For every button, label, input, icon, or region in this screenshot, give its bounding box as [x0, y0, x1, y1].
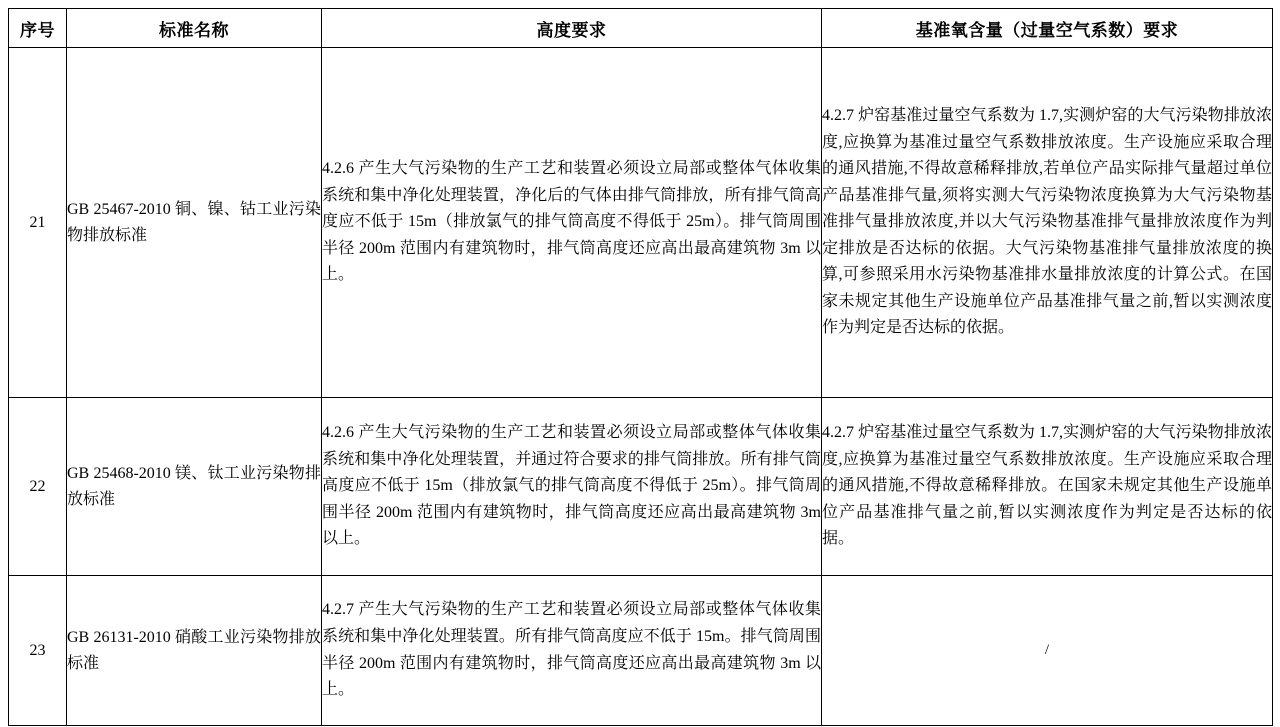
standard-name: GB 25468-2010 镁、钛工业污染物排放标准 [67, 398, 322, 576]
column-header-no: 序号 [9, 9, 67, 48]
standards-table [8, 8, 1273, 726]
column-header-standard-name: 标准名称 [67, 9, 322, 48]
oxygen-requirement [822, 398, 1273, 576]
table-header-row [9, 9, 1273, 48]
oxygen-requirement-text: 4.2.7 炉窑基准过量空气系数为 1.7,实测炉窑的大气污染物排放浓度,应换算为基准过量空气系数排放浓度。生产设施应采取合理的通风措施,不得故意稀释排放,若单位产品实际排气量超过单位产品基准排气量,须将实测大气污染物浓度换算为大气污染物基准排气量排放浓度,并以大气污染物基准排气量排放浓度作为判定排放是否达标的依据。大气污染物基准排气量排放浓度的换算,可参照采用水污染物基准排水量排放浓度的计算公式。在国家未规定其他生产设施单位产品基准排气量之前,暂以实测浓度作为判定是否达标的依据。 [822, 107, 1272, 337]
oxygen-requirement: / [822, 576, 1273, 726]
column-header-oxygen-requirement: 基准氧含量（过量空气系数）要求 [822, 9, 1273, 48]
height-requirement-text: 4.2.7 产生大气污染物的生产工艺和装置必须设立局部或整体气体收集系统和集中净化处理装置。所有排气筒高度应不低于 15m。排气筒周围半径 200m 范围内有建筑物时，排气筒高度还应高出最高建筑物 3m 以上。 [322, 601, 821, 699]
height-requirement [322, 576, 822, 726]
table-header [9, 9, 1273, 48]
table-row [9, 398, 1273, 576]
height-requirement-text: 4.2.6 产生大气污染物的生产工艺和装置必须设立局部或整体气体收集系统和集中净化处理装置，并通过符合要求的排气筒排放。所有排气筒高度应不低于 15m（排放氯气的排气筒高度不得低于 25m）。排气筒周围半径 200m 范围内有建筑物时，排气筒高度还应高出最高建筑物 3m 以上。 [322, 424, 821, 548]
standard-name: GB 25467-2010 铜、镍、钴工业污染物排放标准 [67, 48, 322, 398]
standard-name: GB 26131-2010 硝酸工业污染物排放标准 [67, 576, 322, 726]
height-requirement [322, 48, 822, 398]
table-row [9, 48, 1273, 398]
row-number: 22 [9, 398, 67, 576]
column-header-height-requirement: 高度要求 [322, 9, 822, 48]
oxygen-requirement [822, 48, 1273, 398]
table-row [9, 576, 1273, 726]
row-number: 23 [9, 576, 67, 726]
row-number: 21 [9, 48, 67, 398]
oxygen-requirement-text: 4.2.7 炉窑基准过量空气系数为 1.7,实测炉窑的大气污染物排放浓度,应换算为基准过量空气系数排放浓度。生产设施应采取合理的通风措施,不得故意稀释排放。在国家未规定其他生产设施单位产品基准排气量之前,暂以实测浓度作为判定是否达标的依据。 [822, 424, 1272, 548]
table-body [9, 48, 1273, 726]
height-requirement [322, 398, 822, 576]
height-requirement-text: 4.2.6 产生大气污染物的生产工艺和装置必须设立局部或整体气体收集系统和集中净化处理装置，净化后的气体由排气筒排放，所有排气筒高度应不低于 15m（排放氯气的排气筒高度不得低于 25m）。排气筒周围半径 200m 范围内有建筑物时，排气筒高度还应高出最高建筑物 3m 以上。 [322, 160, 821, 284]
